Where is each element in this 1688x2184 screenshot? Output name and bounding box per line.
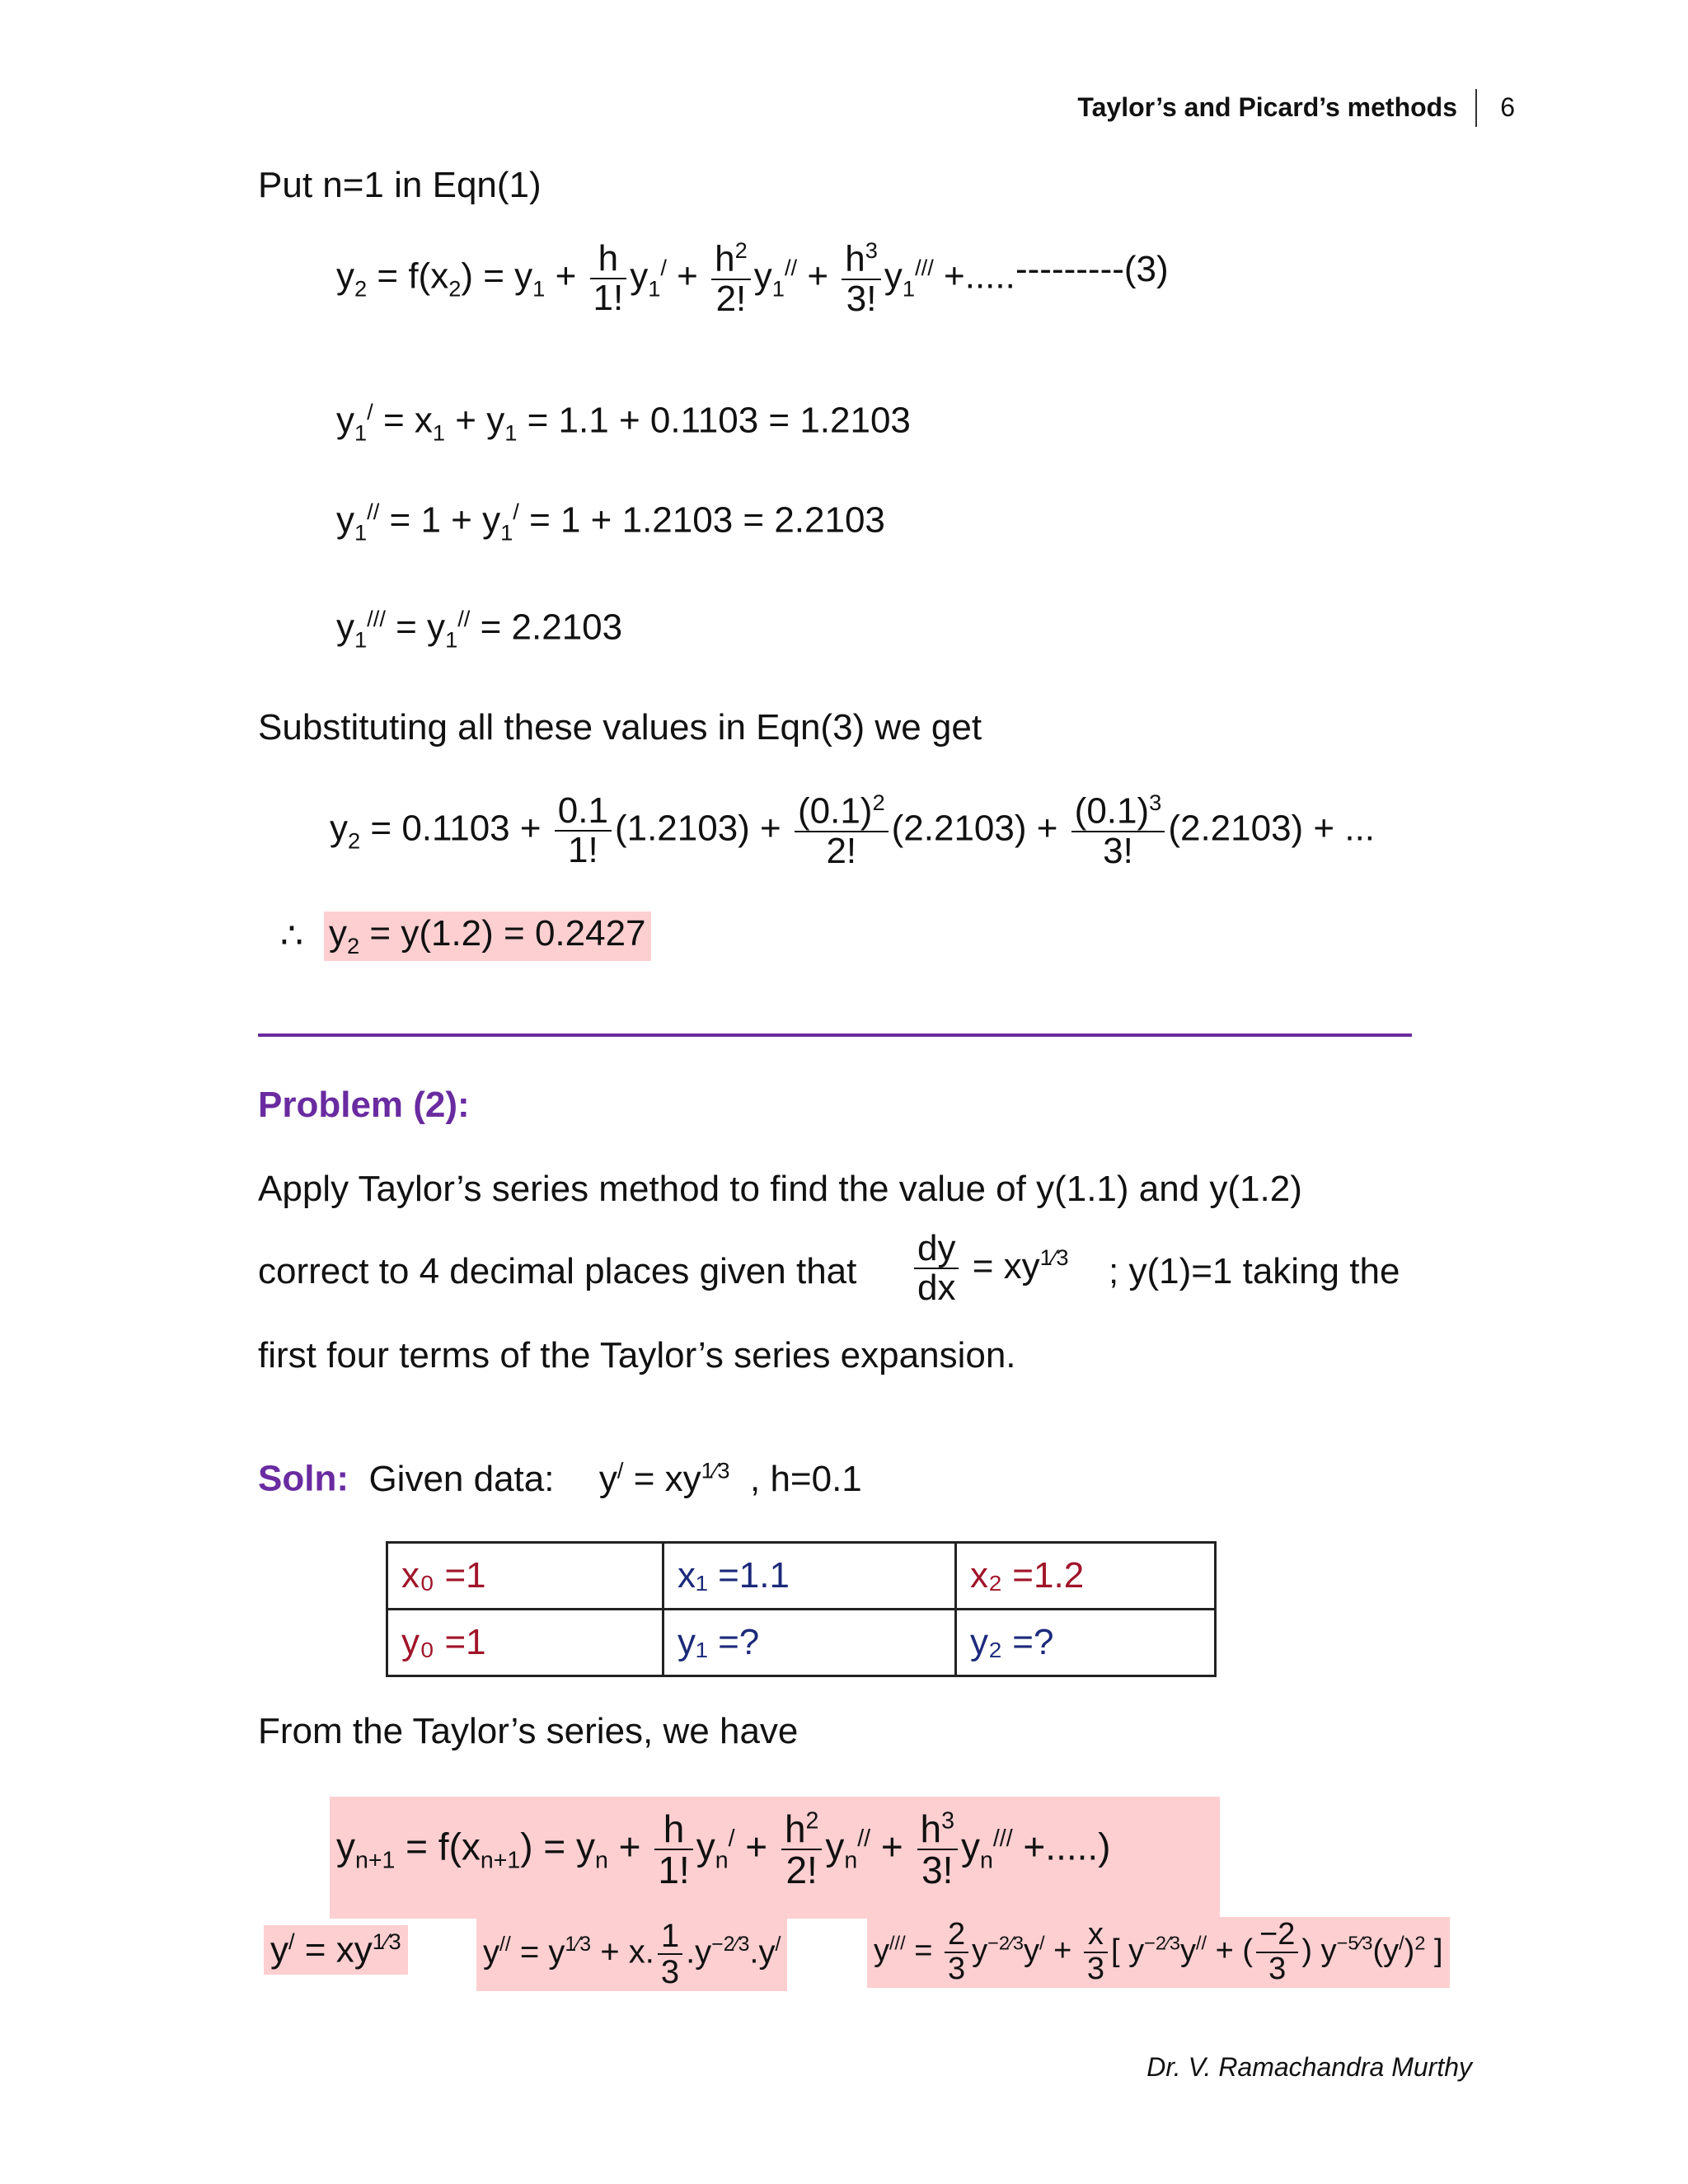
problem-line-1: Apply Taylor’s series method to find the value of y(1.1) and y(1.2) <box>258 1169 1302 1209</box>
soln-label: Soln: <box>258 1458 349 1499</box>
step-size: , h=0.1 <box>750 1458 862 1499</box>
from-taylor-text: From the Taylor’s series, we have <box>258 1711 799 1751</box>
table-row <box>387 1610 1216 1676</box>
eq-y1-prime: $y_1^/ = x_1 + y_1 = 1.1 + 0.1103 = 1.2103$ <box>336 399 911 446</box>
given-data-text: Given data: <box>368 1458 555 1499</box>
substituting-text: Substituting all these values in Eqn(3) we get <box>258 707 982 748</box>
eq3-tag: ---------(3) <box>1015 249 1169 289</box>
put-n-text: Put n=1 in Eqn(1) <box>258 165 542 205</box>
table-row <box>387 1543 1216 1610</box>
problem-line-3: first four terms of the Taylor’s series expansion. <box>258 1335 1016 1376</box>
table-cell: y₁ =? <box>663 1610 956 1676</box>
result-y2-value: y(1.2) = 0.2427 <box>401 913 646 954</box>
page-number: 6 <box>1500 92 1515 122</box>
footer-author: Dr. V. Ramachandra Murthy <box>1146 2052 1472 2082</box>
eq-y2-substituted: $y_2 = 0.1103$ + $\frac{0.1}{1!}$ (1.2103) + $\frac{(0.1)^2}{2!}$ (2.2103) + $\frac{(0.1)^3}{3!}$ (2.2103) + ... <box>330 790 1376 871</box>
table-cell: x₂ =1.2 <box>956 1543 1216 1610</box>
eq-y1-double-prime: $y_1^{//} = 1 + y_1^/ = 1 + 1.2103 = 2.2103$ <box>336 499 885 546</box>
problem-title: Problem (2): <box>258 1085 470 1125</box>
soln-line <box>258 1457 862 1500</box>
eq-y-double-prime-box: $y^{//} = y^{1⁄3} + x$. $\frac{1}{3}$ $.y^{-2⁄3}.y^/$ <box>476 1917 787 1991</box>
result-y2-box: $y_2 = y(1.2) = 0.2427$ <box>324 912 651 961</box>
eq-y-prime-given: $y^/ = xy^{1⁄3}$ <box>598 1457 730 1499</box>
problem-line-2a: correct to 4 decimal places given that <box>258 1251 857 1291</box>
data-table <box>386 1541 1217 1677</box>
table-cell: x₀ =1 <box>387 1543 663 1610</box>
eq-y-prime-box: $y^/ = xy^{1⁄3}$ <box>264 1925 408 1975</box>
eq-y1-triple-prime: $y_1^{///} = y_1^{//} = 2.2103$ <box>336 606 623 653</box>
therefore-symbol: ∴ <box>280 916 303 956</box>
section-divider <box>258 1033 1412 1037</box>
eq-taylor-general: $y_{n+1} = f(x_{n+1}) = y_n$ + $\frac{h}{1!}$ $y_n^/$ + $\frac{h^2}{2!}$ $y_n^{//}$ + $\frac{h^3}{3!}$ $y_n^{///}$ +.....) <box>336 1807 1111 1892</box>
table-cell: y₂ =? <box>956 1610 1216 1676</box>
eq-dy-dx: $\frac{dy}{dx}$ = $xy^{1⁄3}$ <box>911 1230 1069 1307</box>
running-header: Taylor’s and Picard’s methods <box>1077 92 1457 122</box>
problem-line-2b: ; y(1)=1 taking the <box>1109 1251 1400 1291</box>
header-divider <box>1475 89 1477 127</box>
table-cell: y₀ =1 <box>387 1610 663 1676</box>
eq-taylor-y2: $y_2 = f(x_2) = y_1$ + $\frac{h}{1!}$ $y_1^/$ + $\frac{h^2}{2!}$ $y_1^{//}$ + $\frac{h^3}{3!}$ $y_1^{///}$ +..... <box>336 237 1015 319</box>
table-cell: x₁ =1.1 <box>663 1543 956 1610</box>
eq-y-triple-prime-box: y/// = $\frac{2}{3}$ $y^{-2⁄3}y^/$ + $\frac{x}{3}$ [ $y^{-2⁄3}y^{//}$ + ( $\frac{-2}{3}$ ) $y^{-5⁄3}(y^/)^2$ ] <box>867 1917 1450 1988</box>
